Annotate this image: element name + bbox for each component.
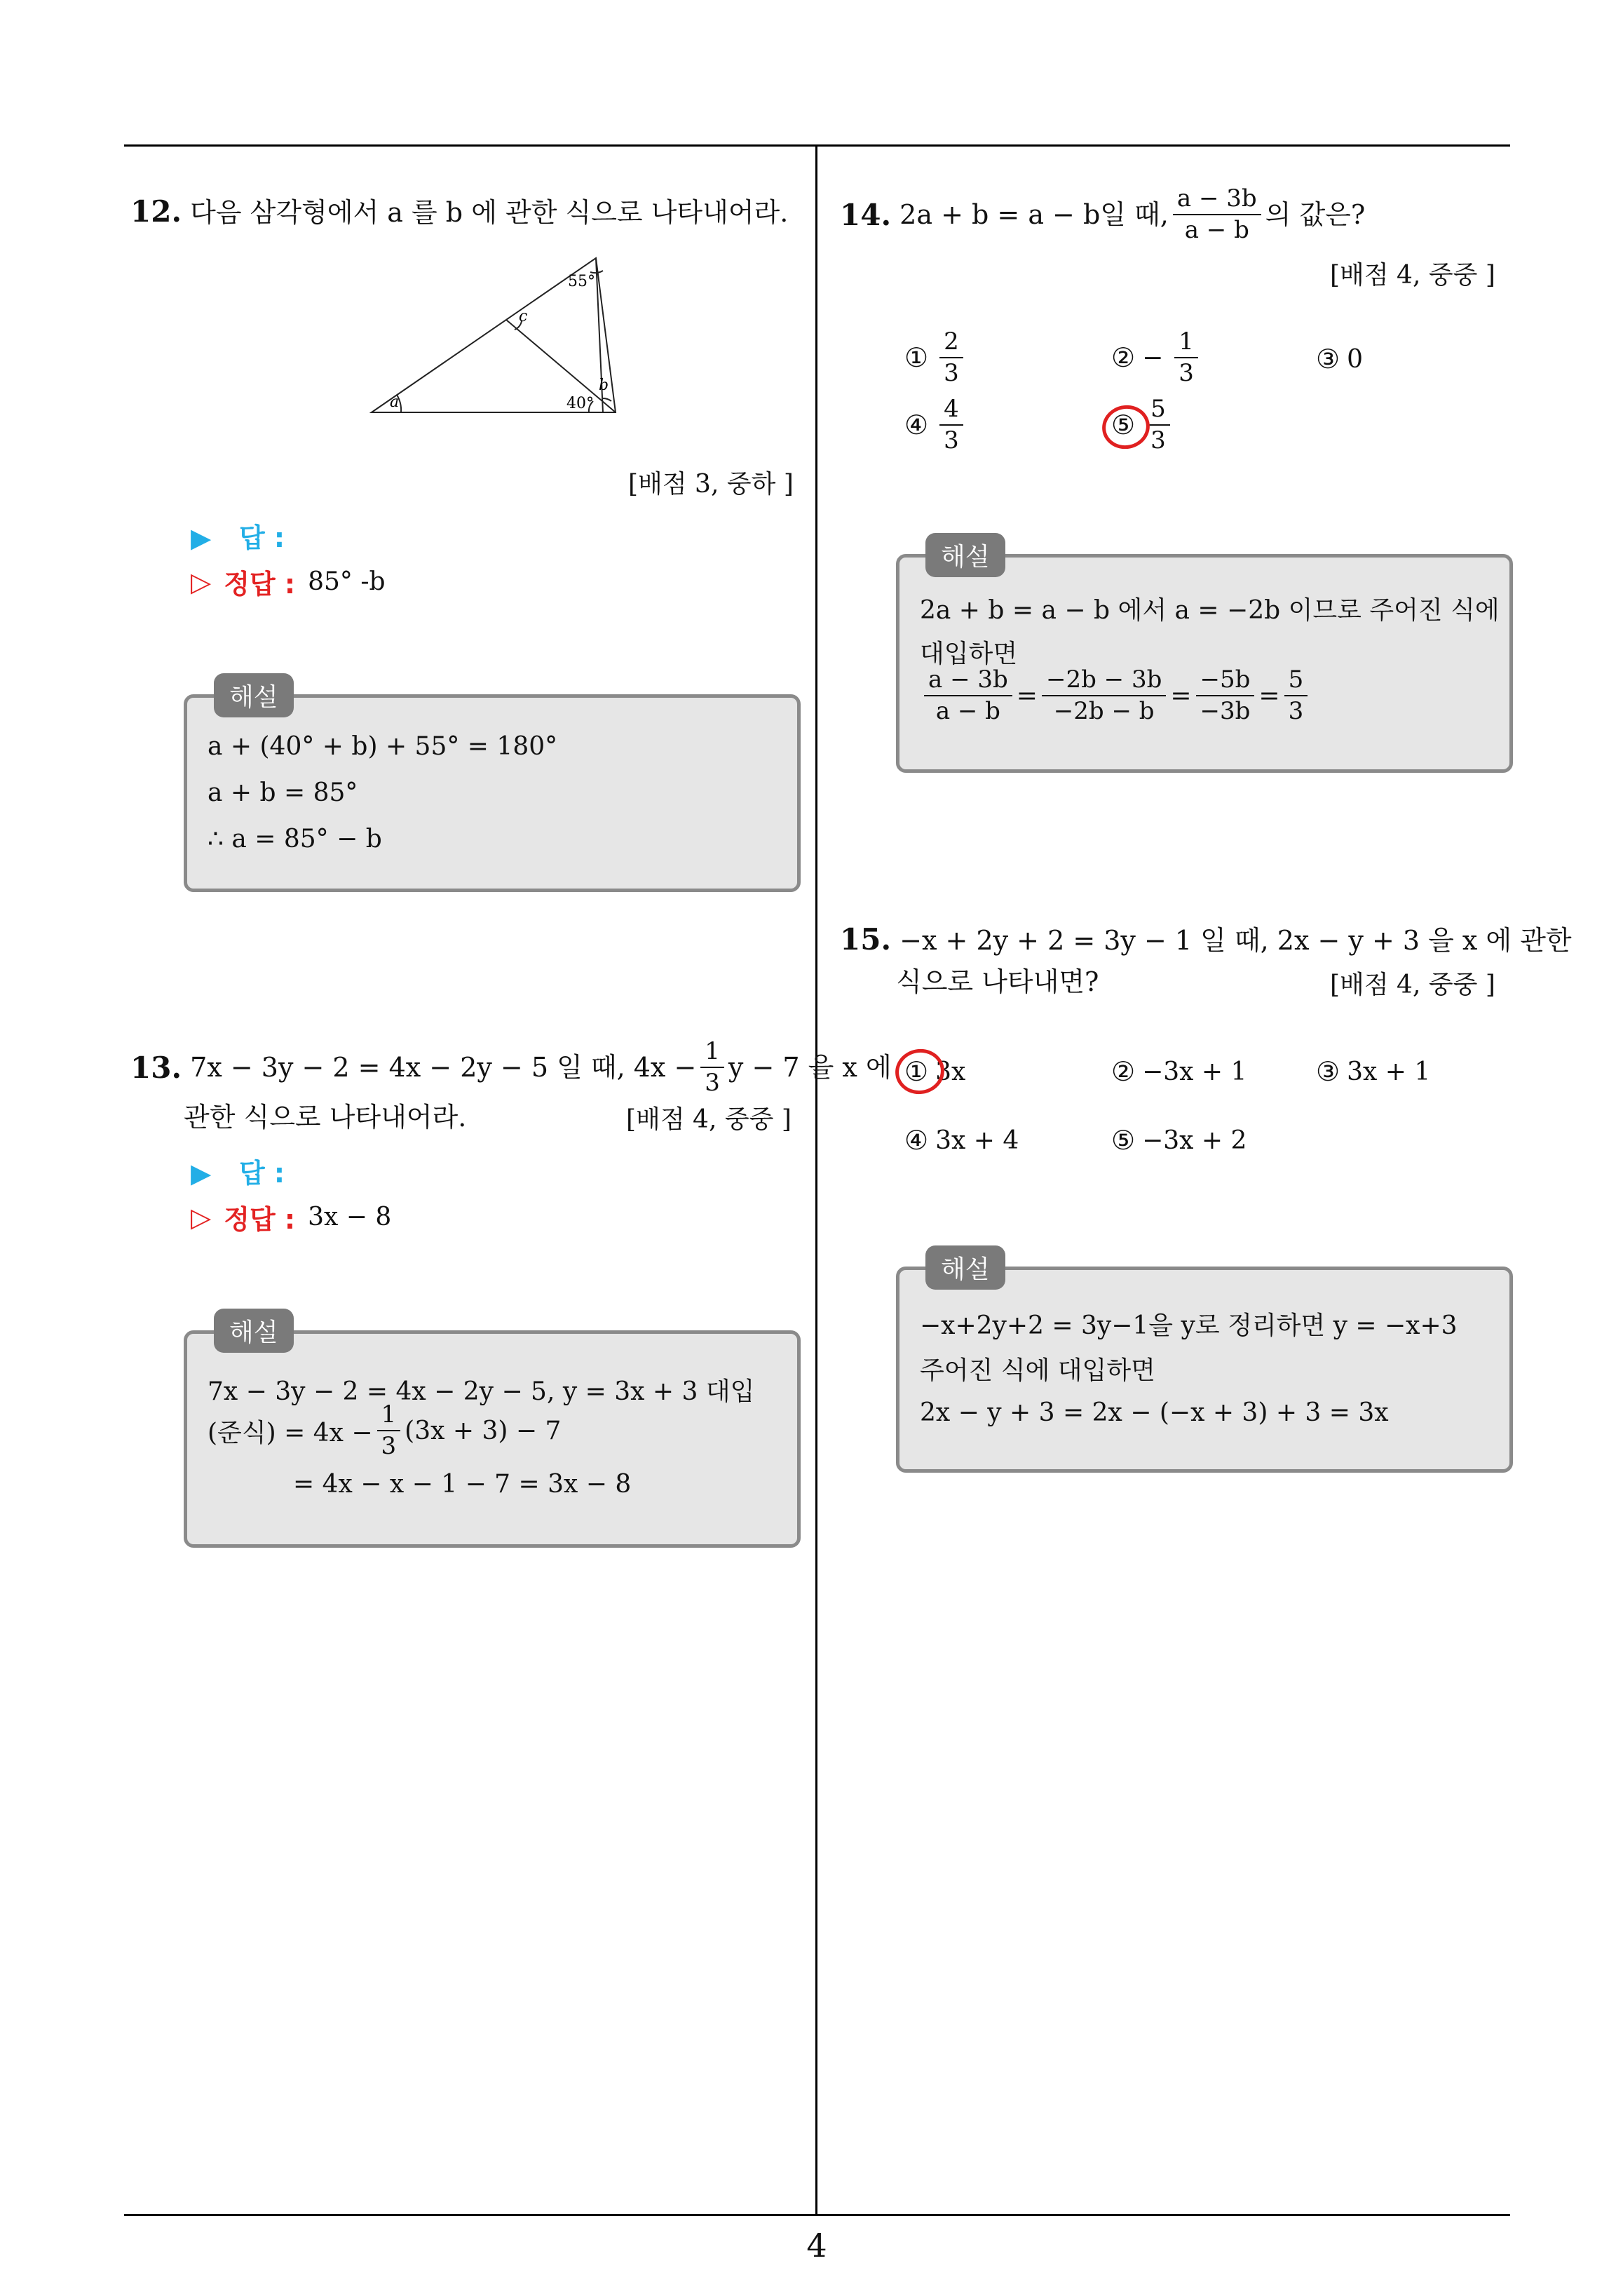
question-text: y − 7 을 x 에 [728,1051,892,1083]
answer-row [191,1152,285,1190]
question-number: 15. [840,922,892,957]
choice-1[interactable]: ① $\frac{2}{3}$ [904,328,967,387]
answer-row [191,516,285,555]
score-meta: [배점 4, 중중 ] [1330,971,1495,999]
outline-play-icon: ▷ [191,566,212,597]
label-c: c [519,308,528,325]
fraction: $\frac{a - 3b}{a - b}$ [1173,185,1261,244]
choice-4[interactable]: ④ 3x + 4 [904,1125,1019,1156]
choice-3[interactable]: ③ 3x + 1 [1316,1056,1431,1087]
correct-value: 3x − 8 [308,1203,392,1231]
solution-line: 7x − 3y − 2 = 4x − 2y − 5, y = 3x + 3 대입 [208,1377,755,1406]
triangle-figure [365,251,624,419]
answer-label: 답 : [238,522,285,553]
label-b: b [599,377,609,394]
solution-line: −x+2y+2 = 3y−1을 y로 정리하면 y = −x+3 [920,1311,1458,1340]
question-text: 다음 삼각형에서 a 를 b 에 관한 식으로 나타내어라. [190,197,789,228]
column-divider [815,144,817,2215]
correct-answer-row [191,562,386,601]
choice-5[interactable]: ⑤ −3x + 2 [1111,1125,1247,1156]
outline-play-icon: ▷ [191,1201,212,1233]
correct-label: 정답 : [224,569,296,600]
label-40: 40° [566,395,594,412]
question-13 [130,1038,892,1097]
fraction: $\frac{1}{3}$ [700,1038,724,1097]
score-meta: [배점 4, 중중 ] [1330,261,1495,290]
question-text: 2a + b = a − b일 때, [899,198,1169,230]
choice-1[interactable]: ① 3x [904,1056,966,1087]
solution-tag: 해설 [214,673,294,717]
bottom-rule [124,2214,1510,2216]
solution-line: 2x − y + 3 = 2x − (−x + 3) + 3 = 3x [920,1398,1389,1427]
question-12 [130,188,788,235]
question-text: 의 값은? [1265,198,1366,230]
solution-line: a + b = 85° [208,778,358,807]
solution-tag: 해설 [925,1245,1005,1290]
choice-2[interactable]: ② − $\frac{1}{3}$ [1111,328,1202,387]
correct-value: 85° -b [308,567,386,596]
solution-tag: 해설 [925,533,1005,577]
score-meta: [배점 3, 중하 ] [628,470,794,499]
answer-label: 답 : [238,1158,285,1189]
solution-tag: 해설 [214,1309,294,1353]
label-a: a [390,393,400,411]
fraction: $\frac{1}{3}$ [377,1401,401,1460]
play-icon: ▶ [191,522,212,553]
choice-4[interactable]: ④ $\frac{4}{3}$ [904,396,967,454]
solution-line: (준식) = 4x − $\frac{1}{3}$ (3x + 3) − 7 [208,1400,562,1461]
question-text-line2: 관한 식으로 나타내어라. [184,1102,467,1133]
solution-line: a + (40° + b) + 55° = 180° [208,732,558,761]
solution-line: 2a + b = a − b 에서 a = −2b 이므로 주어진 식에 [920,596,1500,625]
question-number: 14. [840,197,892,232]
play-icon: ▶ [191,1158,212,1189]
solution-line: = 4x − x − 1 − 7 = 3x − 8 [293,1470,632,1499]
selected-mark [892,1045,948,1098]
question-15 [840,916,1572,963]
choice-3[interactable]: ③ 0 [1316,344,1363,374]
solution-line: 대입하면 [920,640,1018,668]
choice-2[interactable]: ② −3x + 1 [1111,1056,1247,1087]
solution-line: 주어진 식에 대입하면 [920,1356,1155,1385]
question-text-line2: 식으로 나타내면? [896,966,1099,997]
question-number: 12. [130,194,182,229]
solution-line: ∴ a = 85° − b [208,825,382,853]
score-meta: [배점 4, 중중 ] [626,1105,792,1134]
correct-label: 정답 : [224,1204,296,1235]
choice-5[interactable]: ⑤ $\frac{5}{3}$ [1111,396,1174,454]
correct-answer-row [191,1198,391,1236]
label-55: 55° [568,273,595,290]
solution-equation: $\frac{a - 3b}{a - b}$ = $\frac{-2b - 3b}{-2b - b}$ = $\frac{-5b}{-3b}$ = $\frac{5}{3}$ [920,666,1312,725]
question-text: 7x − 3y − 2 = 4x − 2y − 5 일 때, 4x − [190,1051,697,1083]
question-14 [840,185,1365,244]
page-number: 4 [806,2227,827,2264]
question-text: −x + 2y + 2 = 3y − 1 일 때, 2x − y + 3 을 x 에 관한 [899,925,1572,956]
question-number: 13. [130,1050,182,1085]
